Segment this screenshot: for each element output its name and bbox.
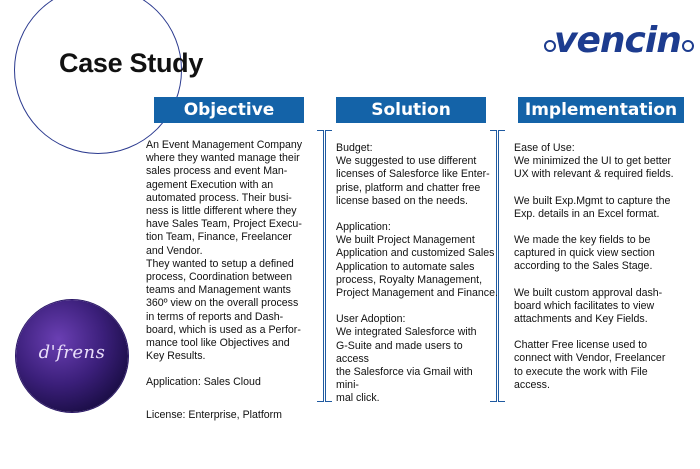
implementation-exp-mgmt: We built Exp.Mgmt to capture the Exp. details in an Excel format. bbox=[514, 194, 671, 220]
implementation-chatter-license: Chatter Free license used to connect with Vendor, Freelancer to execute the work with File access. bbox=[514, 339, 666, 391]
solution-user-adoption: User Adoption: We integrated Salesforce with G-Suite and made users to access the Salesforce via Gmail with mini- mal click. bbox=[336, 313, 477, 405]
objective-license: License: Enterprise, Platform bbox=[146, 408, 283, 421]
implementation-approval-dashboard: We built custom approval dash- board which facilitates to view attachments and Key Fields. bbox=[514, 286, 663, 326]
logo-text: vencin bbox=[554, 20, 681, 61]
header-solution: Solution bbox=[336, 97, 486, 123]
company-logo bbox=[550, 20, 690, 66]
solution-budget: Budget: We suggested to use different licenses of Salesforce like Enter- prise, platform and chatter free license based on the needs. bbox=[336, 142, 490, 207]
divider-bar-solution bbox=[325, 130, 332, 402]
implementation-text bbox=[514, 142, 694, 392]
objective-paragraph: An Event Management Company where they wanted manage their sales process and event Man- agement Execution with an automated process. Their busi- ness is little different where they have Sales Team, Project Execu- tion Team, Finance, Freelancer and Vendor. They wanted to setup a defined process, Coordination between teams and Management wants 360º view on the overall process in terms of reports and Dash- board, which is used as a Perfor- mance tool like Objectives and Key Results. bbox=[146, 139, 303, 363]
implementation-ease-of-use: Ease of Use: We minimized the UI to get better UX with relevant & required fields. bbox=[514, 142, 674, 181]
header-objective: Objective bbox=[154, 97, 304, 123]
page-title: Case Study bbox=[59, 48, 204, 78]
solution-text bbox=[336, 142, 498, 406]
solution-application: Application: We built Project Management Application and customized Sales Application to automate sales process, Royalty Management, Project Management and Finance. bbox=[336, 221, 498, 300]
objective-text bbox=[146, 139, 316, 422]
divider-bar-implementation bbox=[498, 130, 505, 402]
logo-dot-right-icon bbox=[682, 40, 694, 52]
divider-bar-left bbox=[317, 130, 324, 402]
client-logo bbox=[16, 300, 128, 412]
client-logo-text: d'frens bbox=[38, 342, 106, 363]
implementation-key-fields: We made the key fields to be captured in quick view section according to the Sales Stage. bbox=[514, 234, 655, 273]
header-implementation: Implementation bbox=[518, 97, 684, 123]
objective-application: Application: Sales Cloud bbox=[146, 376, 261, 389]
